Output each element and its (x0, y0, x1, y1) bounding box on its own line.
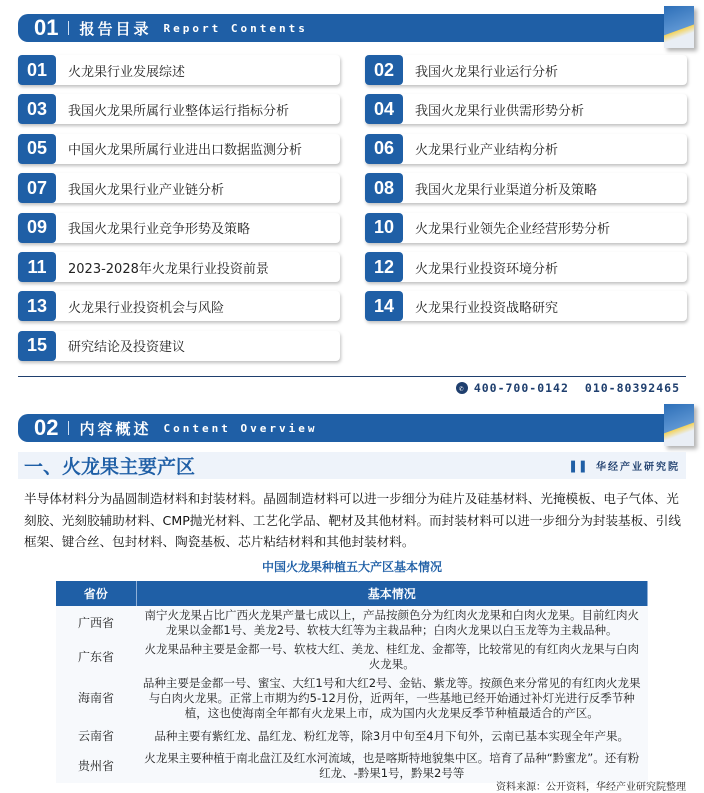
section-header-report-contents (18, 14, 690, 42)
divider (68, 421, 69, 435)
province-cell: 广东省 (56, 640, 136, 674)
toc-item-number: 05 (18, 134, 56, 164)
toc-item-number: 10 (365, 213, 403, 243)
toc-item-number: 06 (365, 134, 403, 164)
toc-item[interactable] (365, 173, 687, 203)
data-source: 资料来源：公开资料，华经产业研究院整理 (496, 782, 686, 793)
section-title: 报告目录 (79, 19, 152, 38)
toc-item-label: 2023-2028年火龙果行业投资前景 (68, 261, 269, 277)
toc-item-number: 15 (18, 331, 56, 361)
subsection-title: 一、火龙果主要产区 (24, 456, 196, 478)
toc-item[interactable] (18, 213, 340, 243)
contact-phones (456, 381, 680, 395)
toc-item-label: 我国火龙果行业供需形势分析 (415, 103, 585, 119)
toc-item-label: 火龙果行业投资战略研究 (415, 300, 559, 316)
toc-item-number: 08 (365, 173, 403, 203)
subsection-header (18, 452, 686, 479)
info-cell: 品种主要有紫红龙、晶红龙、粉红龙等，除3月中旬至4月下旬外，云南已基本实现全年产果。 (136, 723, 648, 749)
toc-item[interactable] (18, 291, 340, 321)
overview-paragraph: 半导体材料分为晶圆制造材料和封装材料。晶圆制造材料可以进一步细分为硅片及硅基材料、光掩模板、电子气体、光刻胶、光刻胶辅助材料、CMP抛光材料、工艺化学品、靶材及其他材料。而封装材料可以进一步细分为封装基板、引线框架、键合丝、包封材料、陶瓷基板、芯片粘结材料和其他封装材料。 (24, 491, 681, 549)
toc-item-number: 04 (365, 94, 403, 124)
info-cell: 南宁火龙果占比广西火龙果产量七成以上，产品按颜色分为红肉火龙果和白肉火龙果。目前红肉火龙果以金都1号、美龙2号、软枝大红等为主栽品种；白肉火龙果以白玉龙等为主栽品种。 (136, 606, 648, 640)
toc-item[interactable] (18, 173, 340, 203)
phone-number-2: 010-80392465 (584, 381, 680, 395)
toc-item-label: 我国火龙果行业渠道分析及策略 (415, 182, 598, 198)
toc-item[interactable] (365, 291, 687, 321)
table-row (56, 723, 648, 749)
report-cover-image (664, 6, 694, 48)
toc-item-label: 我国火龙果所属行业整体运行指标分析 (68, 103, 290, 119)
toc-item[interactable] (18, 55, 340, 85)
column-header-info: 基本情况 (136, 581, 648, 606)
divider-line (18, 376, 686, 377)
toc-item[interactable] (365, 134, 687, 164)
toc-item-label: 我国火龙果行业运行分析 (415, 64, 559, 80)
production-regions-table (56, 581, 648, 783)
phone-number-1: 400-700-0142 (473, 381, 569, 395)
toc-item-label: 我国火龙果行业产业链分析 (68, 182, 225, 198)
province-cell: 云南省 (56, 723, 136, 749)
toc-item[interactable] (18, 331, 340, 361)
toc-item-label: 中国火龙果所属行业进出口数据监测分析 (68, 143, 303, 159)
section-number: 01 (34, 15, 59, 40)
toc-item-number: 03 (18, 94, 56, 124)
table-title: 中国火龙果种植五大产区基本情况 (261, 560, 442, 574)
toc-item[interactable] (18, 94, 340, 124)
info-cell: 品种主要是金都一号、蜜宝、大红1号和大红2号、金钻、紫龙等。按颜色来分常见的有红肉火龙果与白肉火龙果。正常上市期为约5-12月份，近两年，一些基地已经开始通过补灯光进行反季节种植，这也使海南全年都有火龙果上市，成为国内火龙果反季节种植最适合的产区。 (136, 674, 648, 723)
divider (68, 21, 69, 35)
province-cell: 海南省 (56, 674, 136, 723)
info-cell: 火龙果主要种植于南北盘江及红水河流域，也是喀斯特地貌集中区。培育了品种“黔蜜龙”。还有粉红龙、-黔果1号，黔果2号等 (136, 749, 648, 783)
table-row (56, 674, 648, 723)
toc-item-label: 火龙果行业产业结构分析 (415, 143, 559, 159)
toc-item-number: 12 (365, 252, 403, 282)
section-title-en: Content Overview (163, 421, 318, 435)
brand-logo: ▌▌ 华经产业研究院 (571, 462, 680, 473)
toc-item-number: 01 (18, 55, 56, 85)
section-header-content-overview (18, 414, 690, 442)
brand-name: 华经产业研究院 (596, 462, 680, 473)
section-number: 02 (34, 415, 59, 440)
province-cell: 贵州省 (56, 749, 136, 783)
toc-item-number: 14 (365, 291, 403, 321)
table-row (56, 606, 648, 640)
toc-item-number: 09 (18, 213, 56, 243)
toc-item[interactable] (365, 94, 687, 124)
toc-item-number: 11 (18, 252, 56, 282)
section-title: 内容概述 (79, 419, 152, 438)
toc-item-label: 火龙果行业发展综述 (68, 64, 186, 80)
toc-item[interactable] (18, 134, 340, 164)
toc-item-number: 13 (18, 291, 56, 321)
toc-item-number: 02 (365, 55, 403, 85)
toc-item-label: 研究结论及投资建议 (68, 340, 186, 356)
section-title-en: Report Contents (163, 21, 308, 35)
report-cover-image (664, 404, 694, 446)
toc-item[interactable] (365, 252, 687, 282)
toc-item-label: 火龙果行业投资环境分析 (415, 261, 559, 277)
toc-item-label: 火龙果行业领先企业经营形势分析 (415, 222, 611, 238)
toc-item-label: 我国火龙果行业竞争形势及策略 (68, 222, 251, 238)
info-cell: 火龙果品种主要是金都一号、软枝大红、美龙、桂红龙、金都等，比较常见的有红肉火龙果与白肉火龙果。 (136, 640, 648, 674)
phone-icon: ✆ (456, 382, 468, 394)
toc-item[interactable] (18, 252, 340, 282)
province-cell: 广西省 (56, 606, 136, 640)
table-row (56, 640, 648, 674)
toc-item-label: 火龙果行业投资机会与风险 (68, 300, 225, 316)
column-header-province: 省份 (56, 581, 136, 606)
toc-item[interactable] (365, 213, 687, 243)
toc-item[interactable] (365, 55, 687, 85)
toc-item-number: 07 (18, 173, 56, 203)
